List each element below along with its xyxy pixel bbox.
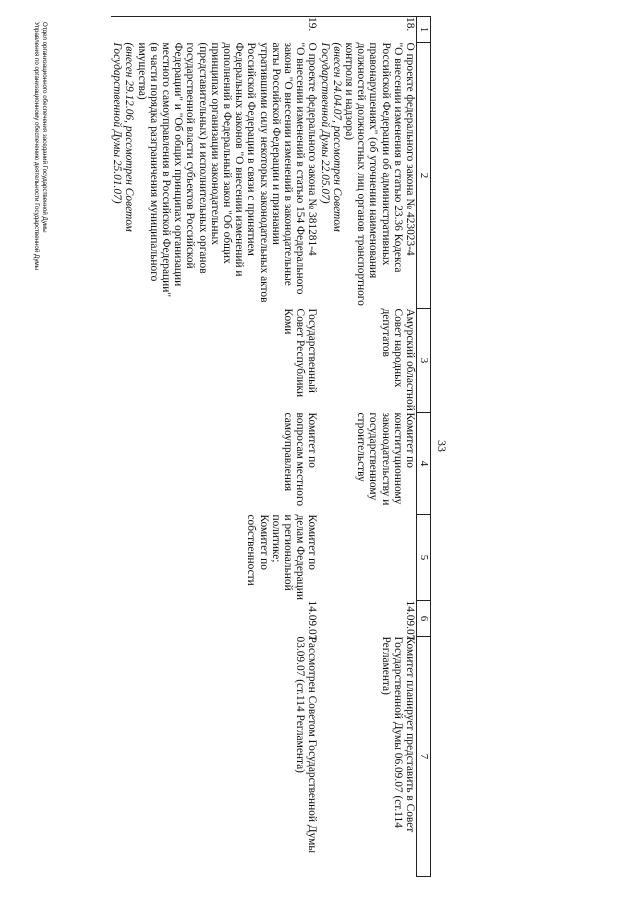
column-header-2: 2 [417, 43, 431, 309]
table-row [111, 17, 318, 877]
bill-title-line: О проекте федерального закона № 381281-4 [306, 42, 319, 256]
row-number: 19. [111, 17, 318, 43]
bills-table [111, 16, 431, 877]
page-number: 33 [435, 440, 449, 452]
co-executor-committees [318, 515, 416, 601]
status-note: Комитет планирует представить в Совет Государственной Думы 06.09.07 (ст.114 Регламента) [379, 636, 416, 833]
bill-title-line: О проекте федерального закона № 423023-4 [404, 42, 416, 256]
column-header-6: 6 [417, 601, 431, 637]
status-note: Рассмотрен Советом Государственной Думы 03.09.07 (ст.114 Регламента) [294, 636, 319, 853]
deadline-date: 14.09.07 [404, 600, 416, 641]
responsible-committee: Комитет по конституционному законодательству и государственному строительству [355, 412, 416, 506]
bill-description [318, 43, 416, 309]
column-header-3: 3 [417, 309, 431, 413]
column-number-row [417, 17, 431, 877]
footer-line-1: Отдел организационного обеспечения заседаний Государственной Думы [41, 22, 48, 233]
bill-description [111, 43, 318, 309]
column-header-5: 5 [417, 515, 431, 601]
table-row [318, 17, 416, 877]
footer-line-2: Управления по организационному обеспечению деятельности Государственной Думы [33, 22, 40, 271]
bill-body: "О внесении изменения в статью 23.36 Кодекса Российской Федерации об административных правонарушениях" (об уточнении наименования должностей должностных лиц органов транспортного контроля и надзора) [342, 42, 404, 306]
bill-note: (внесен 29.12.06, рассмотрен Советом Государственной Думы 25.01.07) [111, 42, 136, 232]
bill-note: (внесен 24.04.07, рассмотрен Советом Государственной Думы 22.05.07) [318, 42, 343, 232]
co-executor-committees: Комитет по делам Федерации и региональной политике; Комитет по собственности [245, 514, 319, 600]
row-number: 18. [318, 17, 416, 43]
column-header-1: 1 [417, 17, 431, 43]
bill-body: "О внесении изменений в статью 154 Федерального закона "О внесении изменений в законодательные акты Российской Федерации и признании утратившими силу некоторых законодательных актов Российской Федерации в связи с принятием Федеральных законов "О внесении изменений и дополнений в Федеральный закон "Об общих принципах организации законодательных (представительных) и исполнительных органов государственной власти субъектов Российской Федерации" и "Об общих принципах организации местного самоуправления в Российской Федерации" (в части порядка разграничения муниципального имущества) [135, 42, 307, 303]
deadline-date: 14.09.07 [306, 600, 319, 641]
column-header-7: 7 [417, 637, 431, 877]
column-header-4: 4 [417, 413, 431, 515]
initiator: Амурский областной Совет народных депутатов [379, 308, 416, 411]
footer [32, 22, 48, 862]
responsible-committee: Комитет по вопросам местного самоуправления [281, 412, 319, 507]
initiator: Государственный Совет Республики Коми [281, 308, 319, 398]
document-sheet [20, 16, 620, 876]
